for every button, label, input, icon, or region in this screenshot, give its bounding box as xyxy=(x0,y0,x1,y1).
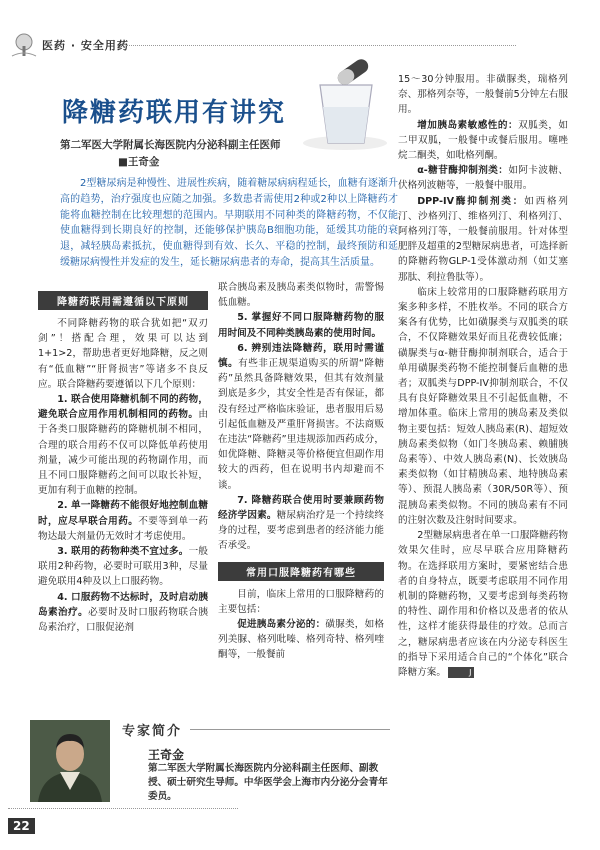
section-heading-common-drugs: 常用口服降糖药有哪些 xyxy=(218,562,384,581)
col1-paragraph-2 xyxy=(38,392,208,498)
header-section: 医药 · 安全用药 xyxy=(42,39,129,52)
drug-class-sensitizer-text: 双胍类，如二甲双胍，一般餐中或餐后服用。噻唑烷二酮类，如吡格列酮。 xyxy=(398,119,569,162)
column-2 xyxy=(218,280,384,663)
principle-6-text: 有些非正规渠道购买的所谓“降糖药”虽然具备降糖效果，但其有效剂量到底是多少，其安全性是否有保证，都没有经过严格临床验证，患者服用后易引起低血糖及严重肝肾损害。不法商贩在违法“降糖药”里违规添加西药成分，如优降糖、降糖灵等价格便宜但副作用较大的西药，但在说明书内却避而不谈。 xyxy=(218,358,384,491)
expert-name: 王奇金 xyxy=(148,748,185,762)
principle-2: 2. 单一降糖药不能很好地控制血糖时，应尽早联合用药。 xyxy=(38,500,208,527)
col3-paragraph-3 xyxy=(398,163,568,193)
col2-paragraph-5: 目前，临床上常用的口服降糖药的主要包括： xyxy=(218,588,384,615)
principle-7-text: 糖尿病治疗是一个持续终身的过程，要考虑到患者的经济能力能否承受。 xyxy=(218,510,385,552)
principle-1: 1. 联合使用降糖机制不同的药物，避免联合应用作用机制相同的药物。 xyxy=(38,394,208,421)
drug-class-secretagogue: 促进胰岛素分泌的： xyxy=(237,619,326,631)
header-logo xyxy=(8,32,40,58)
col1-paragraph-5 xyxy=(38,590,208,636)
portrait-icon xyxy=(30,720,110,802)
col1-paragraph-3 xyxy=(38,498,208,544)
principle-4: 4. 口服药物不达标时，及时启动胰岛素治疗。 xyxy=(38,591,208,618)
principle-3-text: 一般联用2种药物，必要时可联用3种，尽量避免联用4种及以上口服药物。 xyxy=(38,546,208,588)
principle-2-text: 不要等到单一药物达最大剂量仍无效时才考虑使用。 xyxy=(38,515,209,542)
column-3 xyxy=(398,72,568,680)
footer-rule xyxy=(8,808,238,809)
glass-icon xyxy=(290,55,400,155)
expert-box xyxy=(30,720,394,802)
col3-paragraph-1: 15～30分钟服用。非磺脲类，瑞格列奈、那格列奈等，一般餐前5分钟左右服用。 xyxy=(398,74,568,116)
expert-bio: 第二军医大学附属长海医院内分泌科副主任医师、副教授、硕士研究生导师。中华医学会上海市内分泌分会青年委员。 xyxy=(148,763,388,802)
col3-paragraph-5: 临床上较常用的口服降糖药联用方案多种多样，不胜枚举。不同的联合方案各有优势，比如磺脲类与双胍类的联合，不仅降糖效果好而且花费较低廉；磺脲类与α-糖苷酶抑制剂联合，适合于单用磺脲类药物不能控制餐后血糖的患者；双胍类与DPP-IV抑制剂联合，不仅具有良好降糖效果且不引起低血糖，不增加体重。临床上常用的胰岛素及类似物主要包括：短效人胰岛素(R)、超短效胰岛素类似物（如门冬胰岛素、赖脯胰岛素等）、中效人胰岛素(N)、长效胰岛素类似物（如甘精胰岛素、地特胰岛素等）、预混人胰岛素（30R/50R等）、预混胰岛素类似物。不同的胰岛素有不同的注射次数及注射时间要求。 xyxy=(398,286,568,526)
drug-class-secretagogue-text: 磺脲类，如格列美脲、格列吡嗪、格列奇特、格列喹酮等，一般餐前 xyxy=(218,619,385,661)
drug-class-agi: α-糖苷酶抑制剂类： xyxy=(417,165,509,177)
principle-5: 5. 掌握好不同口服降糖药物的服用时间及不同种类胰岛素的使用时间。 xyxy=(218,312,384,339)
col3-paragraph-4 xyxy=(398,194,568,285)
drug-class-agi-text: 如阿卡波糖、伏格列波糖等，一般餐中服用。 xyxy=(398,165,569,192)
author-affiliation: 第二军医大学附属长海医院内分泌科副主任医师 xyxy=(60,139,281,151)
page-number: 22 xyxy=(8,818,35,834)
column-1 xyxy=(38,291,208,635)
principle-7: 7. 降糖药联合使用时要兼顾药物经济学因素。 xyxy=(218,494,384,522)
header-rule xyxy=(126,45,516,46)
drug-class-dpp4: DPP-IV酶抑制剂类： xyxy=(417,195,525,207)
col3-paragraph-6 xyxy=(398,528,568,680)
expert-heading-rule xyxy=(190,729,390,730)
col2-paragraph-3 xyxy=(218,341,384,493)
principle-3: 3. 联用的药物种类不宜过多。 xyxy=(57,546,189,558)
expert-photo xyxy=(30,720,110,802)
principle-6: 6. 辨别违法降糖药，联用时需谨慎。 xyxy=(218,342,384,370)
lead-paragraph: 2型糖尿病是种慢性、进展性疾病，随着糖尿病病程延长，血糖有逐渐升高的趋势，治疗强度也应随之加强。多数患者需使用2种或2种以上降糖药才能将血糖控制在比较理想的范围内。早期联用不同种类的降糖药物，不仅能使血糖得到长期良好的控制，还能够保护胰岛B细胞功能，延缓其功能的衰退，减轻胰岛素抵抗，使血糖得到有效、长久、平稳的控制，最终预防和延缓糖尿病慢性并发症的发生，延长糖尿病患者的寿命，提高其生活质量。 xyxy=(60,178,398,268)
col2-paragraph-6 xyxy=(218,617,384,663)
principle-4-text: 必要时及时口服药物联合胰岛素治疗，口服促泌剂 xyxy=(38,606,209,634)
col3-conclusion: 2型糖尿病患者在单一口服降糖药物效果欠佳时，应尽早联合应用降糖药物。在选择联用方案时，要紧密结合患者的自身特点，既要考虑联用不同作用机制的降糖药物，又要考虑到每类药物的特性、副作用和价格以及患者的依从性，这样才能获得最佳的疗效。总而言之，糖尿病患者应该在内分泌专科医生的指导下采用适合自己的“个体化”联合降糖方案。 xyxy=(398,530,568,678)
end-mark: J xyxy=(448,667,474,678)
drug-class-sensitizer: 增加胰岛素敏感性的： xyxy=(417,119,519,131)
section-heading-principles: 降糖药联用需遵循以下原则 xyxy=(38,291,208,310)
col1-paragraph-4 xyxy=(38,544,208,590)
col1-paragraph-1: 不同降糖药物的联合犹如把“双刃剑”！搭配合理，效果可以达到1+1>2，帮助患者更好地降糖，反之则有“低血糖”“肝肾损害”等诸多不良反应。联合降糖药要遵循以下几个原则： xyxy=(38,318,208,390)
drug-class-dpp4-text: 如西格列汀、沙格列汀、维格列汀、利格列汀、阿格列汀等，一般餐前服用。针对体型肥胖及超重的2型糖尿病患者，可选择新的降糖药物GLP-1受体激动剂（如艾塞那肽、利拉鲁肽等）。 xyxy=(398,195,569,283)
principle-1-text: 由于各类口服降糖药的降糖机制不相同，合理的联合用药不仅可以降低单药使用剂量，减少可能出现的药物副作用，而且不同口服降糖药之间可以取长补短，更加有利于血糖的控制。 xyxy=(38,409,208,497)
tree-icon xyxy=(8,32,40,58)
pill-glass-image xyxy=(290,55,400,155)
author-name: ■王奇金 xyxy=(118,156,160,168)
col3-paragraph-2 xyxy=(398,118,568,164)
article-title: 降糖药联用有讲究 xyxy=(62,98,287,128)
expert-heading: 专家简介 xyxy=(122,724,183,739)
col2-paragraph-4 xyxy=(218,493,384,554)
col2-paragraph-1: 联合胰岛素及胰岛素类似物时，需警惕低血糖。 xyxy=(218,282,384,309)
